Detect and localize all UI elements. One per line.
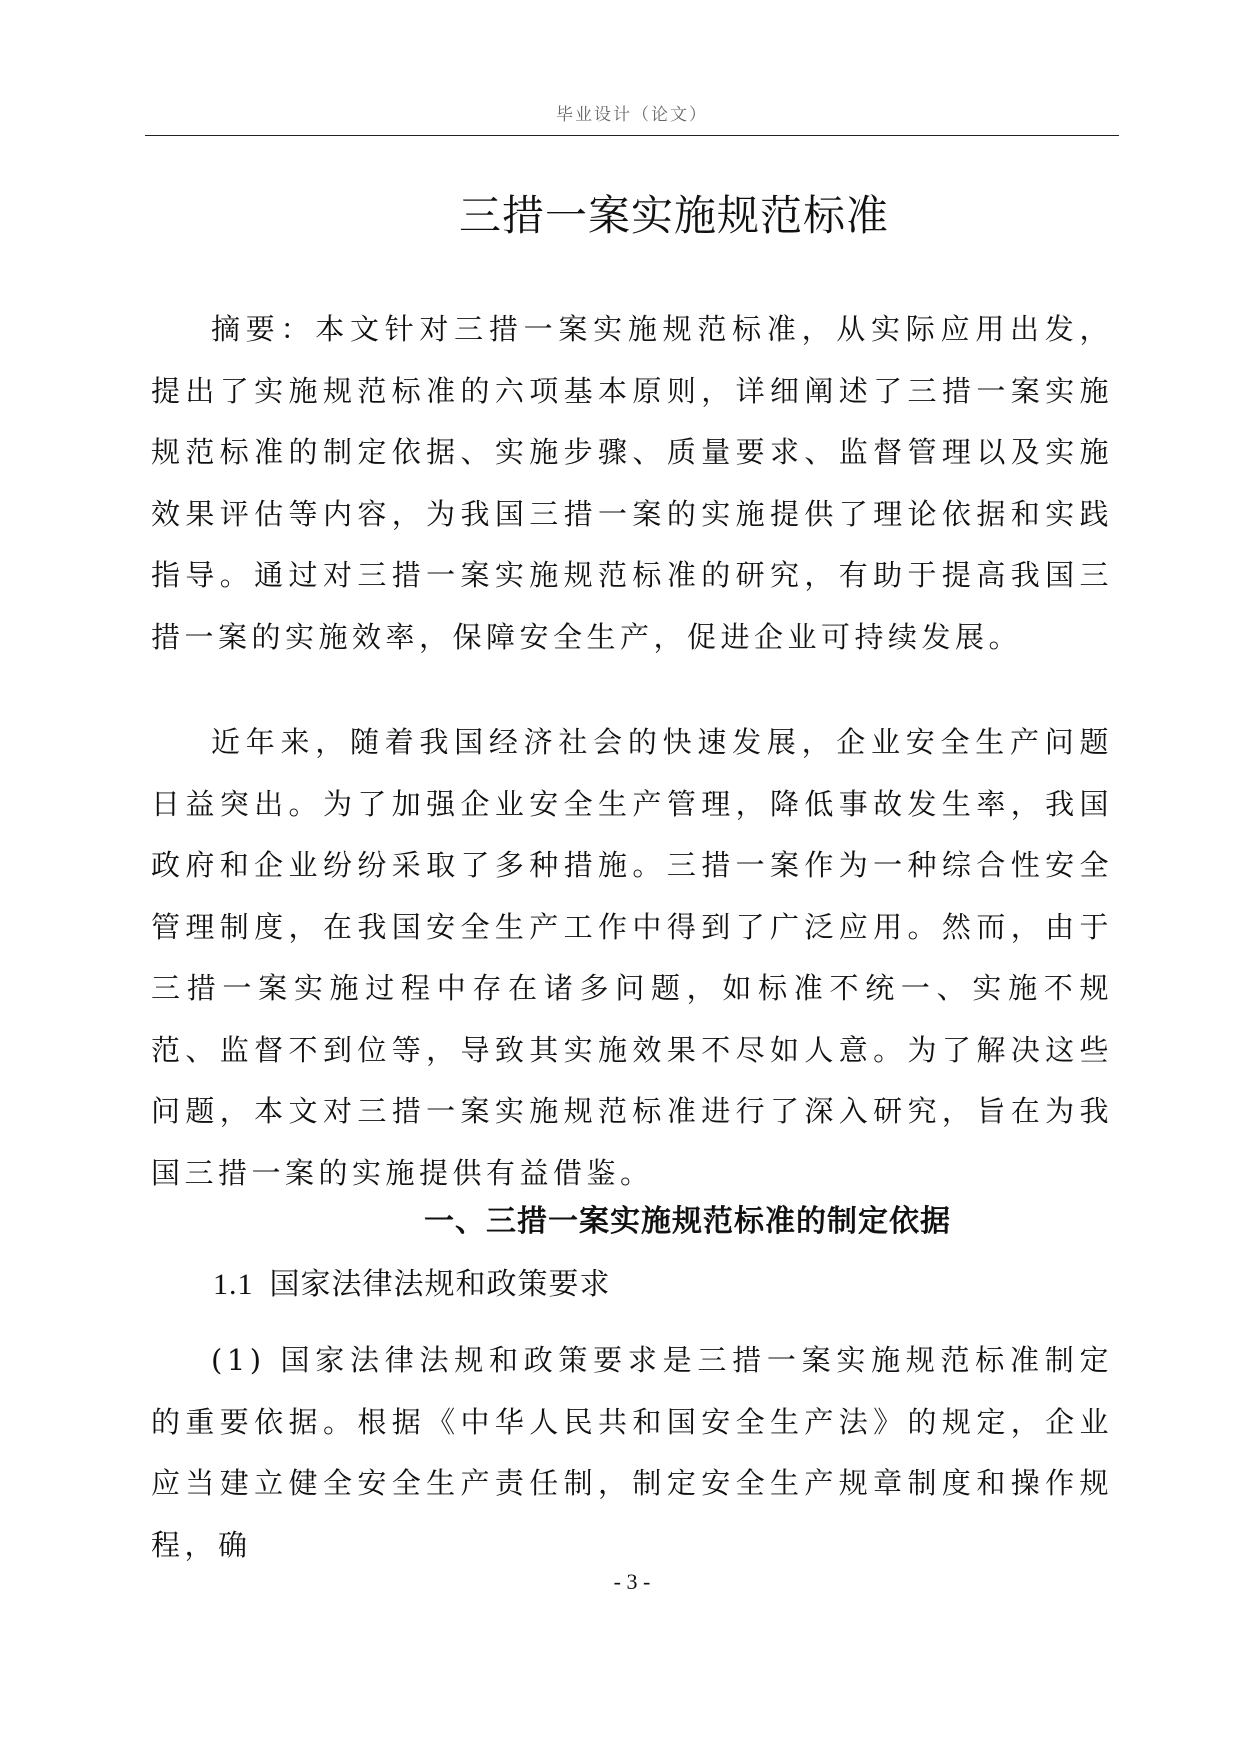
subsection-title: 国家法律法规和政策要求 — [269, 1267, 611, 1302]
abstract-paragraph: 摘要：本文针对三措一案实施规范标准，从实际应用出发，提出了实施规范标准的六项基本原则，详细阐述了三措一案实施规范标准的制定依据、实施步骤、质量要求、监督管理以及实施效果评估等内容，为我国三措一案的实施提供了理论依据和实践指导。通过对三措一案实施规范标准的研究，有助于提高我国三措一案的实施效率，保障安全生产，促进企业可持续发展。 — [151, 312, 1113, 654]
body-paragraph: (1) 国家法律法规和政策要求是三措一案实施规范标准制定的重要依据。根据《中华人民共和国安全生产法》的规定，企业应当建立健全安全生产责任制，制定安全生产规章制度和操作规程，确 — [151, 1343, 1113, 1562]
section-heading: 一、三措一案实施规范标准的制定依据 — [424, 1204, 951, 1239]
subsection-heading — [213, 1263, 611, 1307]
header-rule — [145, 135, 1119, 136]
page-number: - 3 - — [613, 1569, 651, 1594]
running-header: 毕业设计（论文） — [556, 105, 708, 125]
intro-paragraph: 近年来，随着我国经济社会的快速发展，企业安全生产问题日益突出。为了加强企业安全生产管理，降低事故发生率，我国政府和企业纷纷采取了多种措施。三措一案作为一种综合性安全管理制度，在我国安全生产工作中得到了广泛应用。然而，由于三措一案实施过程中存在诸多问题，如标准不统一、实施不规范、监督不到位等，导致其实施效果不尽如人意。为了解决这些问题，本文对三措一案实施规范标准进行了深入研究，旨在为我国三措一案的实施提供有益借鉴。 — [151, 725, 1113, 1190]
document-title: 三措一案实施规范标准 — [458, 191, 889, 240]
subsection-number: 1.1 — [213, 1268, 254, 1301]
